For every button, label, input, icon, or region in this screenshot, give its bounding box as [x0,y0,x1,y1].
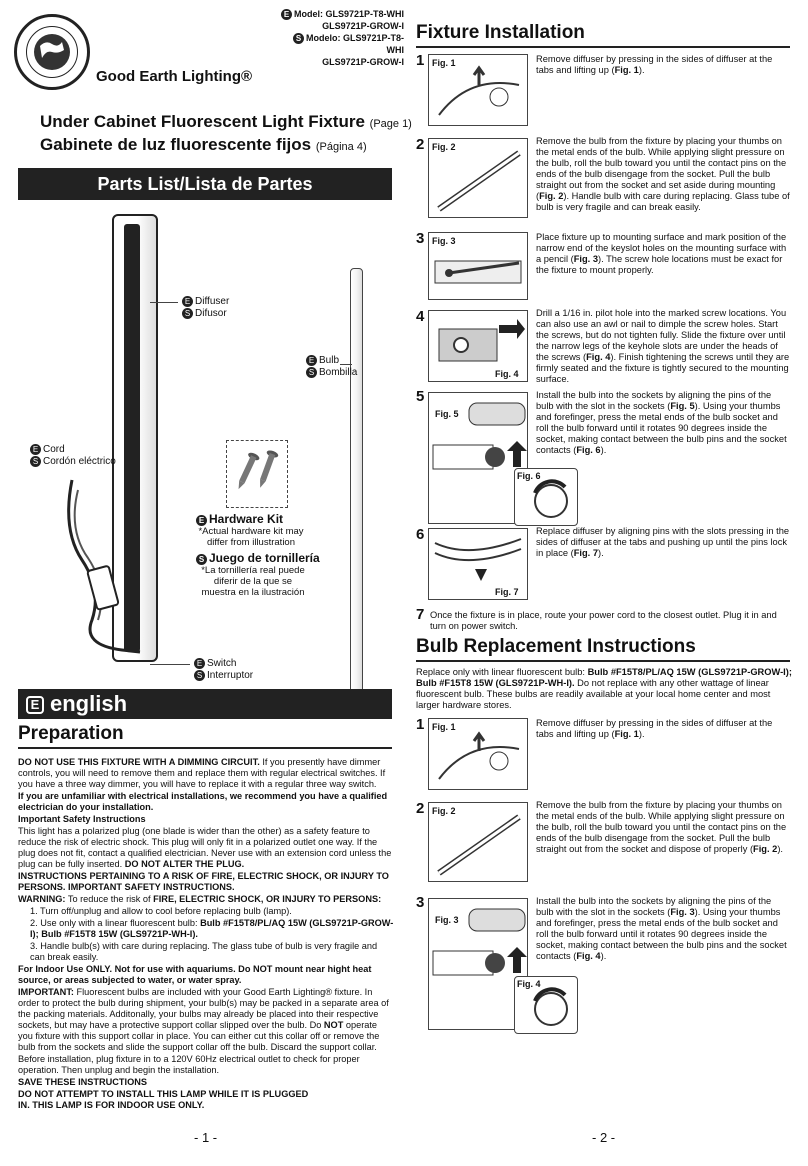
bulb-label: E Bulb S Bombilla [306,355,357,379]
hardware-kit-title-es: S Juego de tornillería [196,551,320,565]
step-number: 4 [416,308,425,325]
spanish-badge-icon: S [293,33,304,44]
step-number: 6 [416,526,425,543]
hardware-kit-note-es: *La tornillería real puede diferir de la que se muestra en la ilustración [201,565,305,598]
step-number: 2 [416,800,425,817]
replace-figure-3: Fig. 3 [428,898,528,1030]
step-number: 7 [416,606,425,623]
preparation-body: DO NOT USE THIS FIXTURE WITH A DIMMING CIRCUIT. If you presently have dimmer controls, you will need to remove them and replace them with regular electrical switches. If you have a three way dimmer, you will have to replace it with a regular three way switch. If you are unfamiliar with electrical installations, we recommend you have a qualified electrician do your installation. Important Safety Instructions This light has a polarized plug (one blade is wider than the other) as a safety feature to reduce the risk of electric shock. This plug will only fit in a polarized outlet one way. If the plug does not fit, contact a qualified electrician. Never use with an extension cord unless the plug can be fully inserted. DO NOT ALTER THE PLUG. INSTRUCTIONS PERTAINING TO A RISK OF FIRE, ELECTRIC SHOCK, OR INJURY TO PERSONS. IMPORTANT SAFETY INSTRUCTIONS. WARNING: To reduce the risk of FIRE, ELECTRIC SHOCK, OR INJURY TO PERSONS: 1. Turn off/unplug and allow to cool before replacing bulb (lamp). 2. Use only with a linear fluorescent bulb: Bulb #F15T8/PL/AQ 15W (GLS9721P-GROW-I); Bulb #F15T8 15W (GLS9721P-WH-I). 3. Handle bulb(s) with care during replacing. The glass tube of bulb is very fragile and can break easily. For Indoor Use ONLY. Not for use with aquariums. Do NOT mount near hight heat source, or areas subjected to water, or water spray. IMPORTANT: Fluorescent bulbs are included with your Good Earth Lighting® fixture. In order to protect the bulb during shipment, your bulb(s) may be packed in a separate area of the packing materials. Additonally, your bulbs may already be placed into their respective sockets, but may have a protective support collar slipped over the bulb. Do NOT operate you fixture with this support collar in place. You can either cut this collar off or remove the bulb from the sockets and slide the support collar off the bulb. Discard the support collar. Before installation, plug fixture in to a 120V 60Hz electrical outlet to check for proper operation. Then unplug and begin the installation. SAVE THESE INSTRUCTIONS DO NOT ATTEMPT TO INSTALL THIS LAMP WHILE IT IS PLUGGED IN. THIS LAMP IS FOR INDOOR USE ONLY. [18,757,394,1110]
install-step-7-text: Once the fixture is in place, route your power cord to the closest outlet. Plug it in and turn on power switch. [430,610,777,631]
step-number: 3 [416,894,425,911]
figure-1: Fig. 1 [428,54,528,126]
step-number: 2 [416,136,425,153]
fixture-installation-heading: Fixture Installation [416,22,585,43]
install-step-2-text: Remove the bulb from the fixture by placing your thumbs on the metal ends of the bulb. While applying slight pressure on the bulb, roll the bulb toward you until the contact pins on the ends of the bulb disengage from the socket. Pull the bulb straight out from the socket and set aside during mounting (Fig. 2). Handle bulb with care during replacing. Glass tube of bulb is very fragile and can break easily. [536,136,790,212]
replace-step-1-text: Remove diffuser by pressing in the sides of diffuser at the tabs and lifting up (Fig. 1). [536,718,773,739]
replace-step-2-text: Remove the bulb from the fixture by placing your thumbs on the metal ends of the bulb. While applying slight pressure on the bulb, roll the bulb toward you until the contact pins on the ends of the bulb disengage from the socket. Pull the bulb straight out from the socket and dispose of properly (Fig. 2). [536,800,787,854]
figure-4: Fig. 4 [428,310,528,382]
page-number-1: - 1 - [194,1130,218,1145]
figure-5: Fig. 5 [428,392,528,524]
replace-step-3-text: Install the bulb into the sockets by aligning the pins of the bulb with the slot in the sockets (Fig. 3). Using your thumbs and forefinger, press the metal ends of the bulb socket and roll the bulb forward until it rotates 90 degrees inside the socket, making contact between the bulb pins and the socket contacts (Fig. 4). [536,896,787,961]
model-numbers: E Model: GLS9721P-T8-WHI GLS9721P-GROW-I S Modelo: GLS9721P-T8-WHI GLS9721P-GROW-I [276,8,404,68]
english-badge-icon: E [281,9,292,20]
install-step-1-text: Remove diffuser by pressing in the sides of diffuser at the tabs and lifting up (Fig. 1). [536,54,773,75]
cord-illustration [62,470,142,660]
step-number: 3 [416,230,425,247]
replace-figure-1: Fig. 1 [428,718,528,790]
figure-7: Fig. 7 [428,528,528,600]
title-english: Under Cabinet Fluorescent Light Fixture (Page 1) [40,112,412,131]
parts-list-header: Parts List/Lista de Partes [18,168,392,200]
globe-icon [26,26,78,78]
cord-label: E Cord S Cordón eléctrico [30,444,116,468]
replace-figure-2: Fig. 2 [428,802,528,882]
figure-6: Fig. 6 [514,468,578,526]
hardware-kit-title: E Hardware Kit [196,512,283,526]
bulb-replacement-heading: Bulb Replacement Instructions [416,636,696,657]
figure-2: Fig. 2 [428,138,528,218]
switch-label: E Switch S Interruptor [194,658,253,682]
step-number: 1 [416,716,425,733]
replace-figure-4: Fig. 4 [514,976,578,1034]
install-step-4-text: Drill a 1/16 in. pilot hole into the marked screw locations. You can also use an awl or nail to dimple the screw holes. Start the screws, but do not tighten fully. Slide the fixture over until the narrow legs of the keyhole slots are under the heads of the screws (Fig. 4). Finish tightening the screws until they are firmly seated and the fixture is tightly secured to the mounting surface. [536,308,790,384]
page-number-2: - 2 - [592,1130,616,1145]
brand-name: Good Earth Lighting® [96,68,253,85]
step-number: 1 [416,52,425,69]
install-step-6-text: Replace diffuser by aligning pins with the slots pressing in the sides of diffuser at the tabs and pushing up until the pins lock in place (Fig. 7). [536,526,790,558]
step-number: 5 [416,388,425,405]
install-step-5-text: Install the bulb into the sockets by aligning the pins of the bulb with the slot in the sockets (Fig. 5). Using your thumbs and forefinger, press the metal ends of the bulb socket and roll the bulb forward until it rotates 90 degrees inside the socket, making contact between the bulb pins and the socket contacts (Fig. 6). [536,390,787,455]
bulb-illustration [350,268,363,708]
diffuser-label: E Diffuser S Difusor [182,296,229,320]
install-step-3-text: Place fixture up to mounting surface and mark position of the narrow end of the keyslot holes on the mounting surface with a pencil (Fig. 3). The screw hole locations must be exact for the fixture to mount properly. [536,232,787,275]
bulb-replacement-intro: Replace only with linear fluorescent bulb: Bulb #F15T8/PL/AQ 15W (GLS9721P-GROW-I); Bulb #F15T8 15W (GLS9721P-WH-I). Do not replace with any other wattage of linear fluorescent bulb. These bulbs are readily available at your local home center and most larger hardware stores. [416,667,792,710]
preparation-heading: Preparation [18,723,124,744]
hardware-kit-box [226,440,288,508]
hardware-kit-note: *Actual hardware kit may differ from illustration [198,526,304,548]
screw-icon [227,441,285,505]
english-section-bar: E english [18,689,392,719]
brand-logo [14,14,90,90]
figure-3: Fig. 3 [428,232,528,300]
title-spanish: Gabinete de luz fluorescente fijos (Página 4) [40,135,367,154]
